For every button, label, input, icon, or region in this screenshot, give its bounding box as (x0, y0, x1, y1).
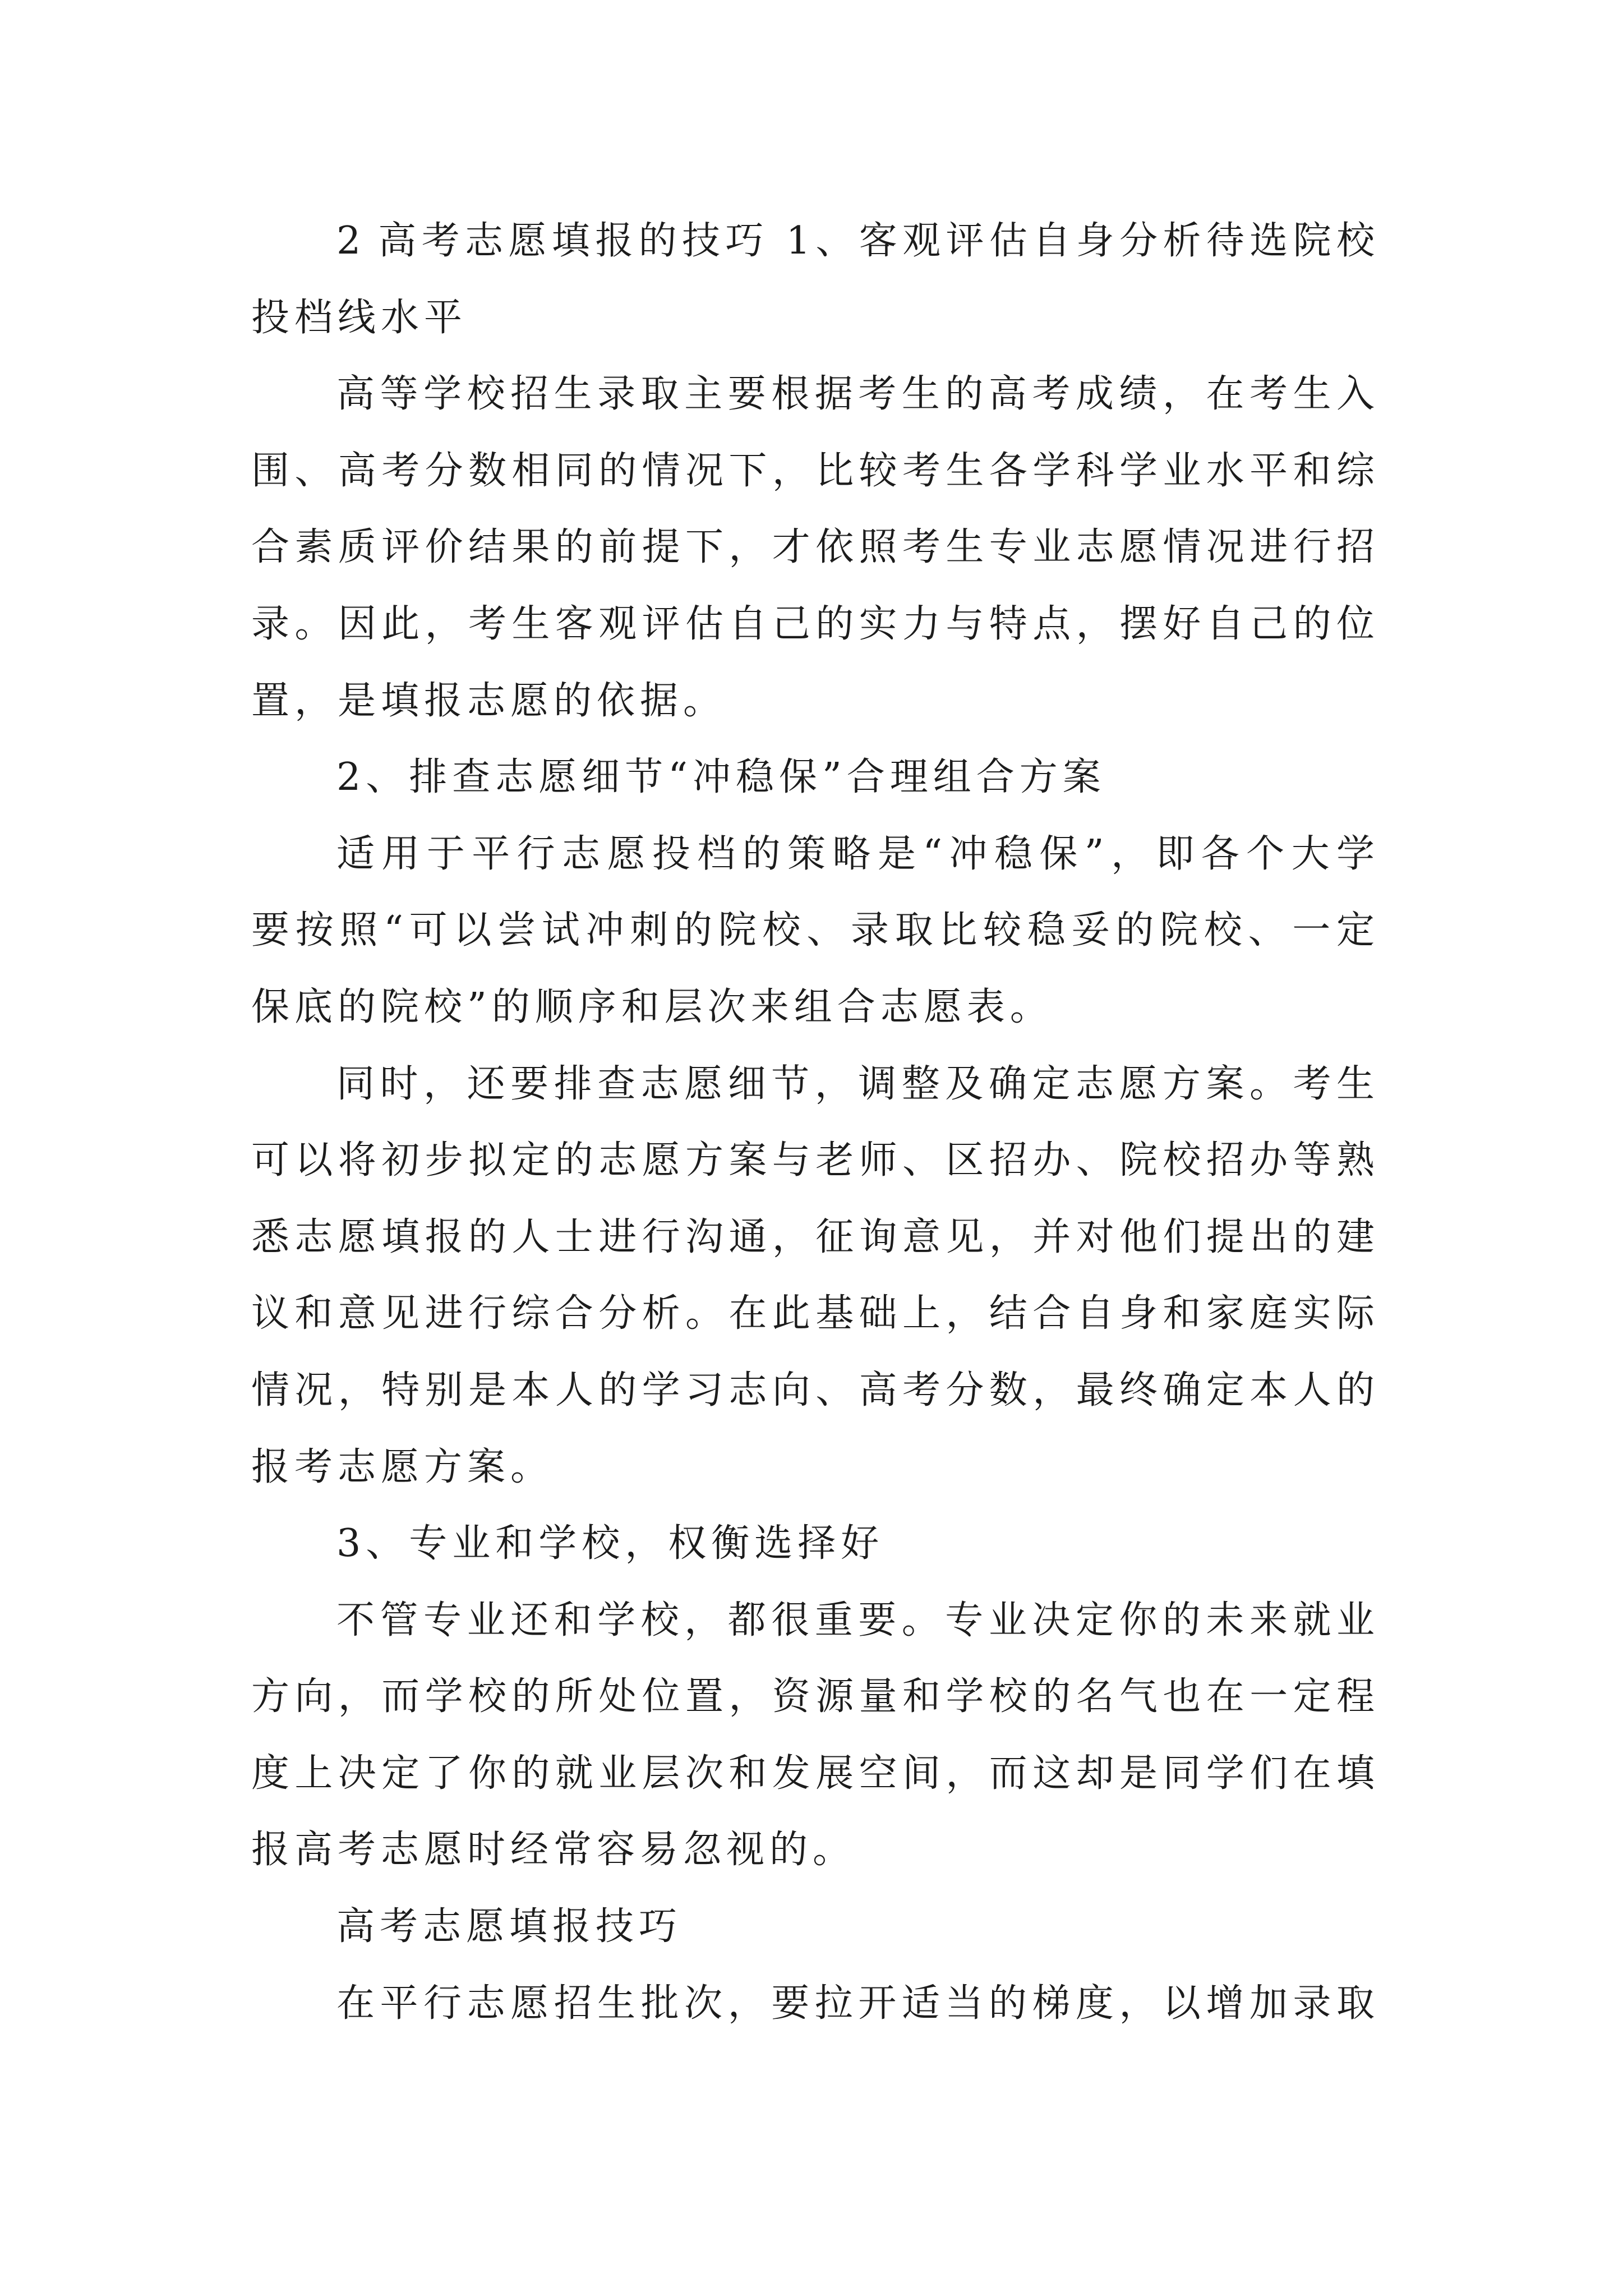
text-line: 方向，而学校的所处位置，资源量和学校的名气也在一定程 (251, 1674, 1375, 1719)
paragraph-section-heading-3 (251, 1506, 1375, 1582)
text-line: 要按照“可以尝试冲刺的院校、录取比较稳妥的院校、一定 (251, 908, 1375, 953)
paragraph (251, 1582, 1375, 1889)
text-line: 报考志愿方案。 (251, 1444, 554, 1489)
text-line: 围、高考分数相同的情况下，比较考生各学科学业水平和综 (251, 448, 1375, 493)
text-line: 2 高考志愿填报的技巧 1、客观评估自身分析待选院校 (336, 219, 1375, 263)
text-line: 录。因此，考生客观评估自己的实力与特点，摆好自己的位 (251, 601, 1375, 646)
text-line: 高等学校招生录取主要根据考生的高考成绩，在考生入 (336, 372, 1375, 417)
paragraph (251, 356, 1375, 739)
text-line: 议和意见进行综合分析。在此基础上，结合自身和家庭实际 (251, 1291, 1375, 1336)
paragraph-subheading (251, 1889, 1375, 1966)
text-line: 报高考志愿时经常容易忽视的。 (251, 1828, 856, 1872)
text-line: 悉志愿填报的人士进行沟通，征询意见，并对他们提出的建 (251, 1214, 1375, 1259)
text-line: 投档线水平 (251, 295, 468, 340)
body-text (251, 203, 1375, 2042)
text-line: 2、排查志愿细节“冲稳保”合理组合方案 (336, 755, 1106, 800)
text-line: 可以将初步拟定的志愿方案与老师、区招办、院校招办等熟 (251, 1138, 1375, 1183)
text-line: 适用于平行志愿投档的策略是“冲稳保”，即各个大学 (336, 831, 1375, 876)
text-line: 高考志愿填报技巧 (336, 1904, 683, 1949)
text-line: 不管专业还和学校，都很重要。专业决定你的未来就业 (336, 1598, 1375, 1642)
text-line: 置，是填报志愿的依据。 (251, 678, 727, 723)
text-line: 合素质评价结果的前提下，才依照考生专业志愿情况进行招 (251, 525, 1375, 570)
paragraph (251, 1046, 1375, 1506)
text-line: 同时，还要排查志愿细节，调整及确定志愿方案。考生 (336, 1061, 1375, 1106)
text-line: 情况，特别是本人的学习志向、高考分数，最终确定本人的 (251, 1368, 1375, 1412)
text-line: 3、专业和学校，权衡选择好 (336, 1521, 884, 1566)
text-line: 在平行志愿招生批次，要拉开适当的梯度，以增加录取 (336, 1981, 1375, 2026)
text-line: 保底的院校”的顺序和层次来组合志愿表。 (251, 984, 1053, 1029)
text-line: 度上决定了你的就业层次和发展空间，而这却是同学们在填 (251, 1751, 1375, 1796)
paragraph (251, 816, 1375, 1046)
paragraph-section-heading-2 (251, 739, 1375, 816)
paragraph (251, 1966, 1375, 2042)
paragraph-section-heading-1 (251, 203, 1375, 356)
